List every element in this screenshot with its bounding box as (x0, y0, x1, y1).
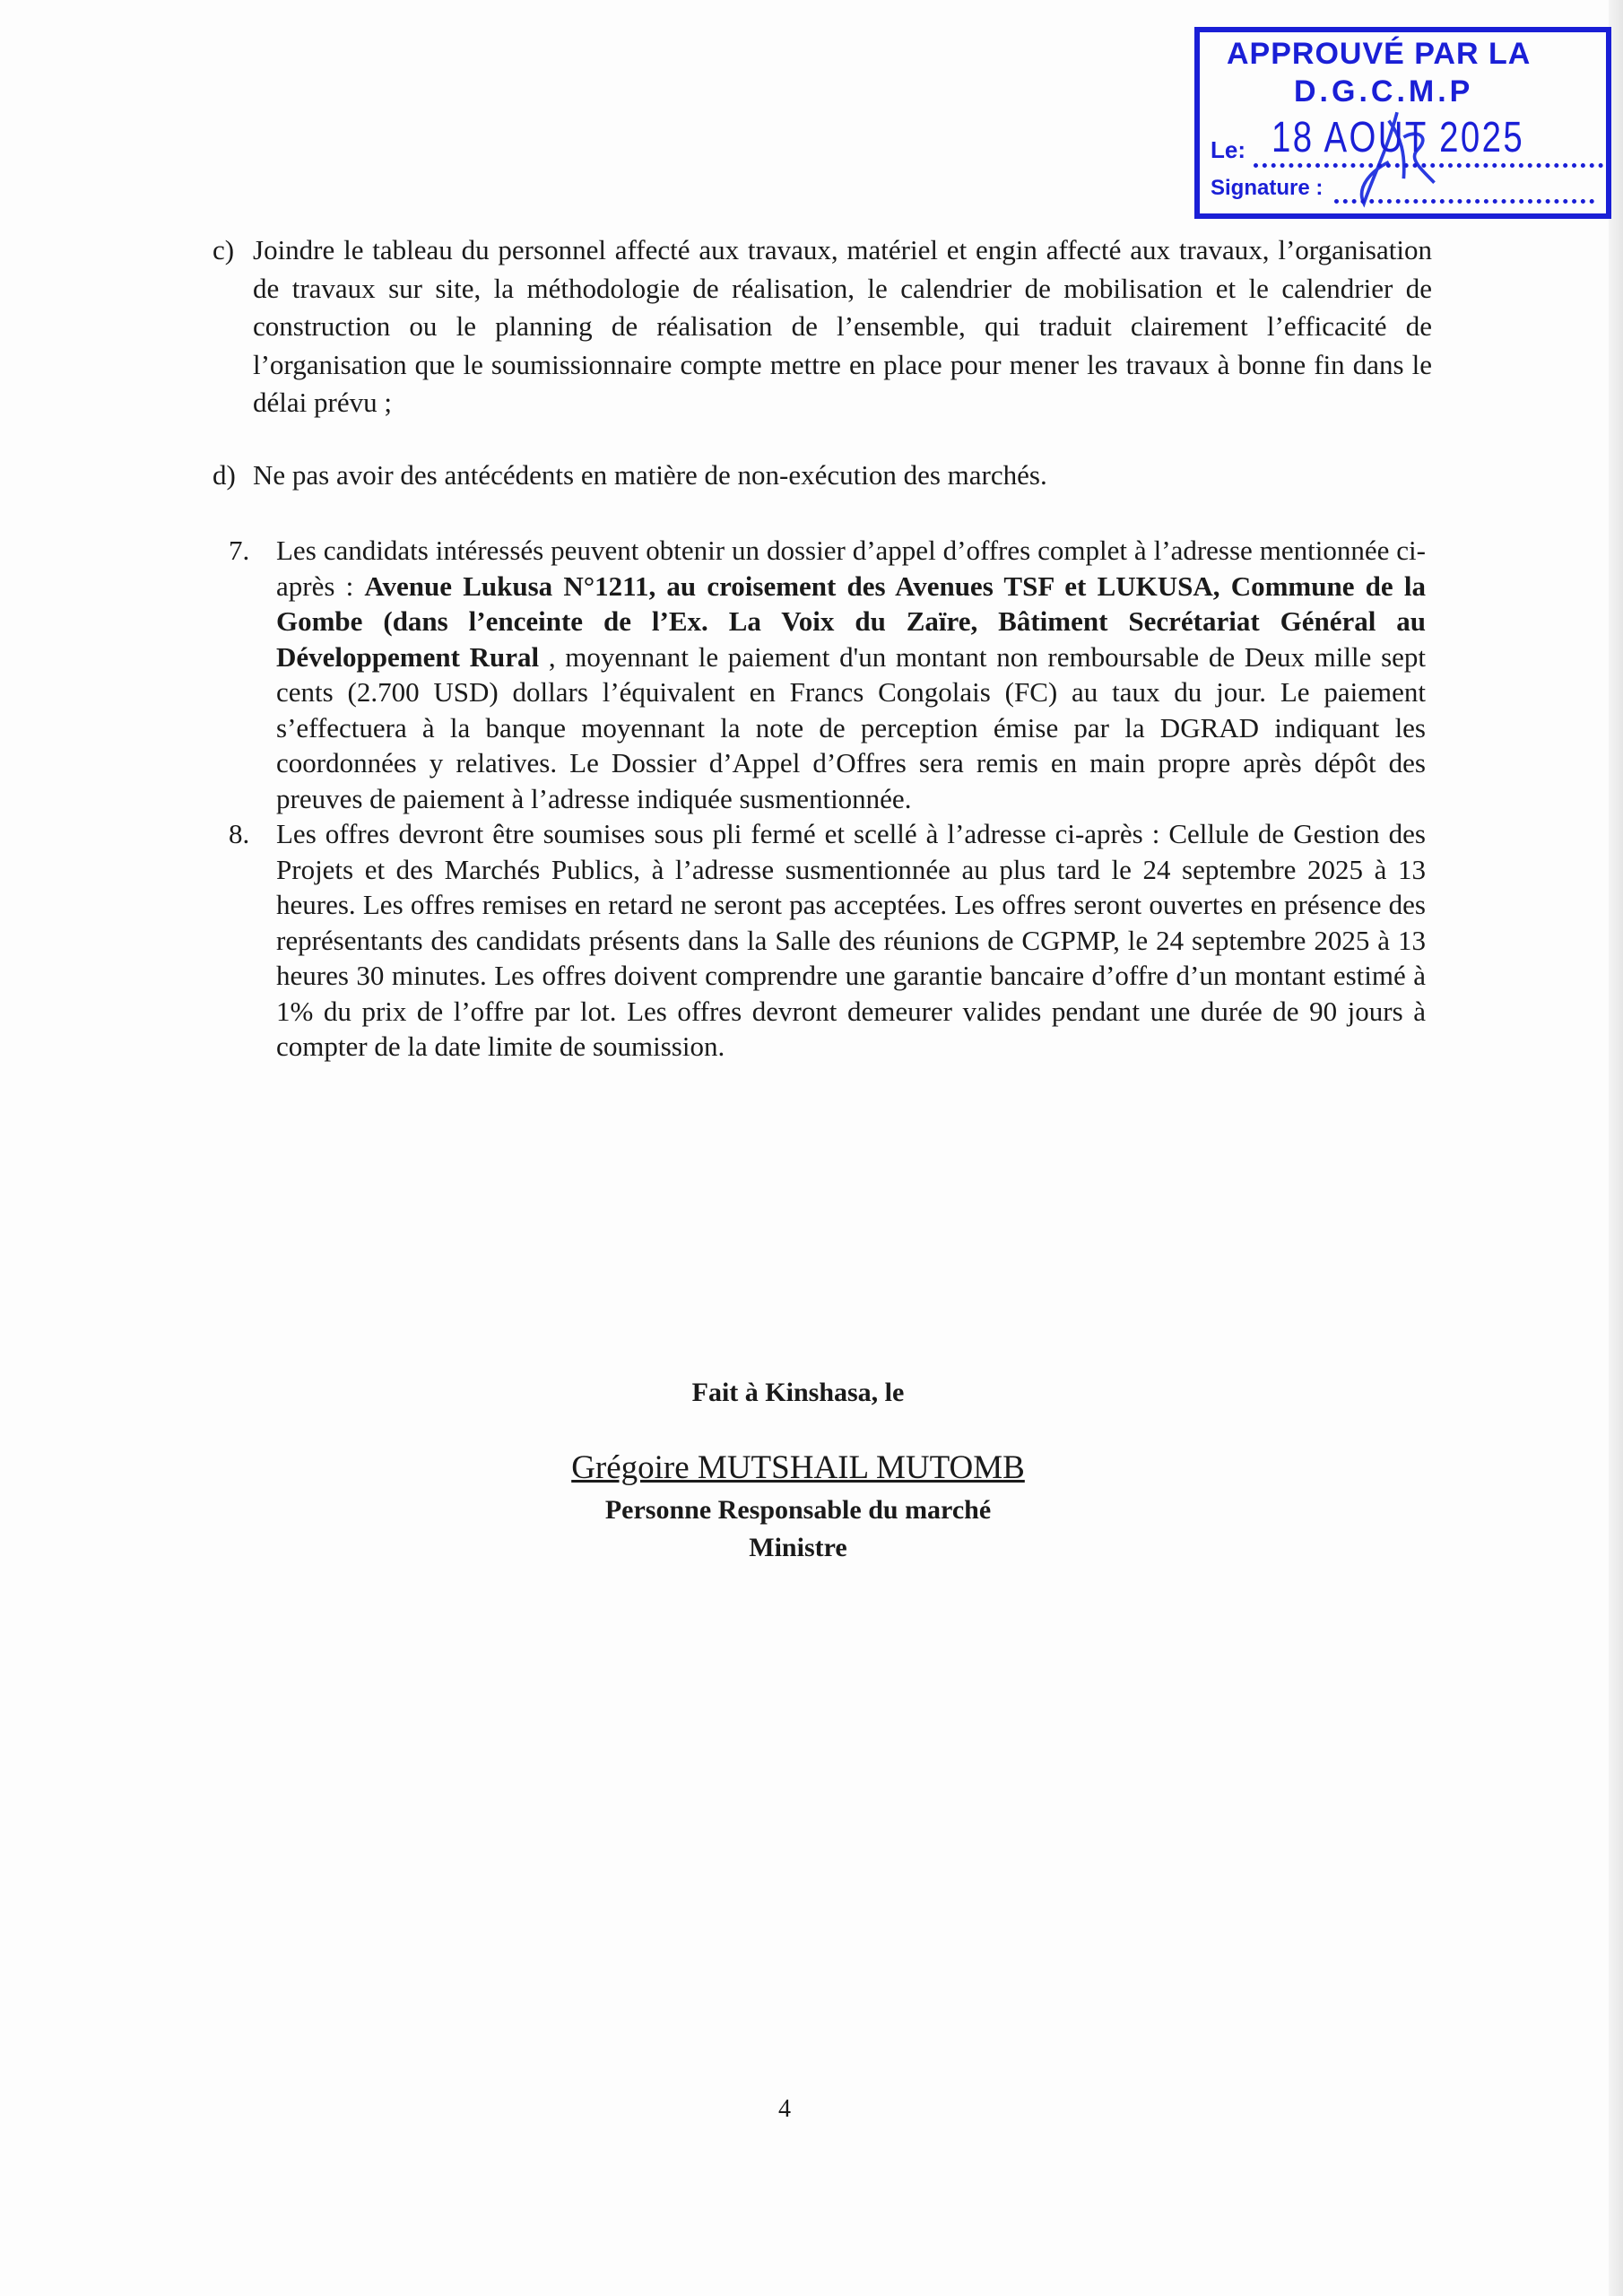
place-date: Fait à Kinshasa, le (691, 1378, 905, 1407)
item-d-label: d) (213, 458, 236, 491)
signatory-name-wrap (0, 1448, 1596, 1488)
page-edge (1609, 0, 1623, 2296)
stamp-org: D.G.C.M.P (1294, 74, 1474, 109)
item-8-text: Les offres devront être soumises sous pli fermé et scellé à l’adresse ci-après : Cellule de Gestion des Projets et des Marchés Publics, à l’adresse susmentionnée au plus tard le 24 septembre 2025 à 13 heures. Les offres remises en retard ne seront pas acceptées. Les offres seront ouvertes en présence des représentants des candidats présents dans la Salle des réunions de CGPMP, le 24 septembre 2025 à 13 heures 30 minutes. Les offres doivent comprendre une garantie bancaire d’offre d’un montant estimé à 1% du prix de l’offre par lot. Les offres devront demeurer valides pendant une durée de 90 jours à compter de la date limite de soumission. (276, 818, 1426, 1062)
signatory-name: Grégoire MUTSHAIL MUTOMB (571, 1449, 1025, 1486)
item-c-label: c) (213, 234, 235, 265)
stamp-date-line (1254, 163, 1603, 168)
items-7-8 (229, 533, 1426, 1065)
item-7 (229, 533, 1426, 816)
item-c-text: Joindre le tableau du personnel affecté aux travaux, matériel et engin affecté aux travaux, l’organisation de travaux sur site, la méthodologie de réalisation, le calendrier de mobilisation et le calendrier de construction ou le planning de réalisation de l’ensemble, qui traduit clairement l’efficacité de l’organisation que le soumissionnaire compte mettre en place pour mener les travaux à bonne fin dans le délai prévu ; (253, 234, 1432, 418)
stamp-signature-line (1334, 199, 1594, 204)
item-d (213, 457, 1432, 495)
item-7-rest: , moyennant le paiement d'un montant non remboursable de Deux mille sept cents (2.700 USD) dollars l’équivalent en Francs Congolais (FC) au taux du jour. Le paiement s’effectuera à la banque moyennant la note de perception émise par la DGRAD indiquant les coordonnées y relatives. Le Dossier d’Appel d’Offres sera remis en main propre après dépôt des preuves de paiement à l’adresse indiquée susmentionnée. (276, 640, 1427, 814)
stamp-signature-label: Signature : (1211, 176, 1324, 200)
item-8-label: 8. (229, 818, 250, 849)
signatory-title: Ministre (749, 1533, 847, 1562)
signatory-role: Personne Responsable du marché (604, 1495, 992, 1525)
stamp-date: 18 AOUT 2025 (1271, 114, 1525, 161)
item-7-address: Avenue Lukusa N°1211, au croisement des Avenues TSF et LUKUSA, Commune de la Gombe (dans l’enceinte de l’Ex. La Voix du Zaïre, Bâtiment Secrétariat Général au Développement Rural (276, 570, 1426, 673)
approval-stamp (1194, 27, 1611, 219)
item-7-label: 7. (229, 535, 250, 566)
stamp-title: APPROUVÉ PAR LA (1227, 37, 1532, 71)
stamp-date-label: Le: (1211, 136, 1245, 163)
item-8 (229, 816, 1426, 1065)
page-number: 4 (778, 2095, 791, 2123)
item-7-intro: Les candidats intéressés peuvent obtenir un dossier d’appel d’offres complet à l’adresse mentionnée ci-après : (276, 535, 1426, 602)
items-c-d (213, 231, 1432, 494)
item-d-text: Ne pas avoir des antécédents en matière de non-exécution des marchés. (253, 458, 1047, 491)
item-c (213, 231, 1432, 422)
